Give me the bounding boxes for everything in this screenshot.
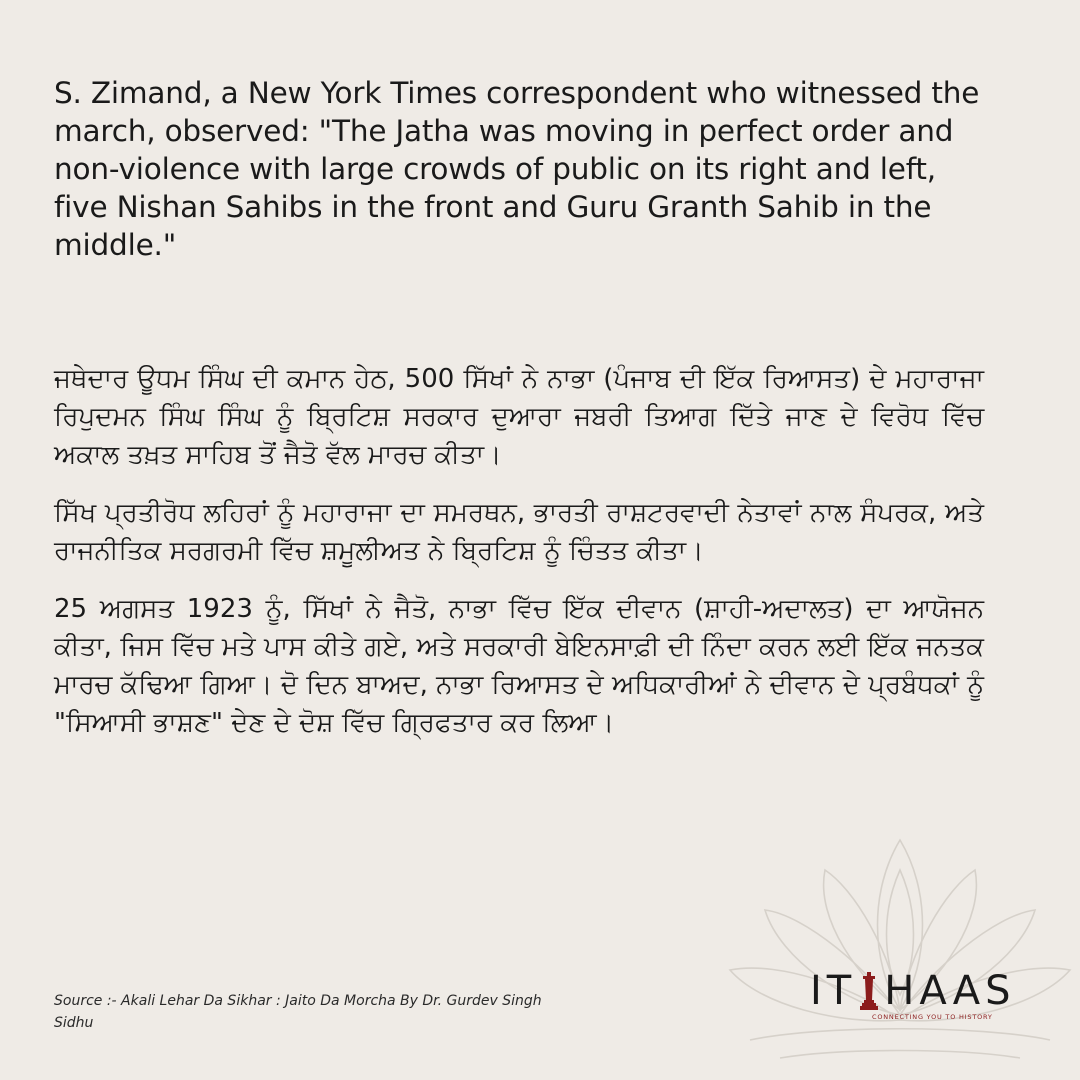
logo-tagline: CONNECTING YOU TO HISTORY — [872, 1013, 993, 1021]
logo-wordmark — [810, 970, 1020, 1012]
lotus-watermark-icon — [720, 830, 1080, 1080]
article-body — [54, 74, 984, 742]
source-citation: Source :- Akali Lehar Da Sikhar : Jaito Da Morcha By Dr. Gurdev Singh Sidhu — [54, 993, 542, 1031]
logo-text-left: IT — [810, 968, 857, 1014]
pillar-icon — [858, 970, 880, 1012]
punjabi-paragraph-1: ਜਥੇਦਾਰ ਊਧਮ ਸਿੰਘ ਦੀ ਕਮਾਨ ਹੇਠ, 500 ਸਿੱਖਾਂ ਨੇ ਨਾਭਾ (ਪੰਜਾਬ ਦੀ ਇੱਕ ਰਿਆਸਤ) ਦੇ ਮਹਾਰਾਜਾ ਰਿਪੁਦਮਨ ਸਿੰਘ ਸਿੰਘ ਨੂੰ ਬ੍ਰਿਟਿਸ਼ ਸਰਕਾਰ ਦੁਆਰਾ ਜਬਰੀ ਤਿਆਗ ਦਿੱਤੇ ਜਾਣ ਦੇ ਵਿਰੋਧ ਵਿੱਚ ਅਕਾਲ ਤਖ਼ਤ ਸਾਹਿਬ ਤੋਂ ਜੈਤੋ ਵੱਲ ਮਾਰਚ ਕੀਤਾ। — [54, 364, 984, 470]
punjabi-paragraph-2: ਸਿੱਖ ਪ੍ਰਤੀਰੋਧ ਲਹਿਰਾਂ ਨੂੰ ਮਹਾਰਾਜਾ ਦਾ ਸਮਰਥਨ, ਭਾਰਤੀ ਰਾਸ਼ਟਰਵਾਦੀ ਨੇਤਾਵਾਂ ਨਾਲ ਸੰਪਰਕ, ਅਤੇ ਰਾਜਨੀਤਿਕ ਸਰਗਰਮੀ ਵਿੱਚ ਸ਼ਮੂਲੀਅਤ ਨੇ ਬ੍ਰਿਟਿਸ਼ ਨੂੰ ਚਿੰਤਤ ਕੀਤਾ। — [54, 498, 984, 566]
ithaas-logo — [810, 970, 1020, 1020]
logo-text-right: HAAS — [884, 968, 1016, 1014]
quote-paragraph: S. Zimand, a New York Times correspondent who witnessed the march, observed: "The Jatha was moving in perfect order and non-violence with large crowds of public on its right and left, five Nishan Sahibs in the front and Guru Granth Sahib in the middle." — [54, 76, 980, 262]
punjabi-paragraph-3: 25 ਅਗਸਤ 1923 ਨੂੰ, ਸਿੱਖਾਂ ਨੇ ਜੈਤੋ, ਨਾਭਾ ਵਿੱਚ ਇੱਕ ਦੀਵਾਨ (ਸ਼ਾਹੀ-ਅਦਾਲਤ) ਦਾ ਆਯੋਜਨ ਕੀਤਾ, ਜਿਸ ਵਿੱਚ ਮਤੇ ਪਾਸ ਕੀਤੇ ਗਏ, ਅਤੇ ਸਰਕਾਰੀ ਬੇਇਨਸਾਫ਼ੀ ਦੀ ਨਿੰਦਾ ਕਰਨ ਲਈ ਇੱਕ ਜਨਤਕ ਮਾਰਚ ਕੱਢਿਆ ਗਿਆ। ਦੋ ਦਿਨ ਬਾਅਦ, ਨਾਭਾ ਰਿਆਸਤ ਦੇ ਅਧਿਕਾਰੀਆਂ ਨੇ ਦੀਵਾਨ ਦੇ ਪ੍ਰਬੰਧਕਾਂ ਨੂੰ "ਸਿਆਸੀ ਭਾਸ਼ਣ" ਦੇਣ ਦੇ ਦੋਸ਼ ਵਿੱਚ ਗ੍ਰਿਫਤਾਰ ਕਰ ਲਿਆ। — [54, 594, 984, 738]
